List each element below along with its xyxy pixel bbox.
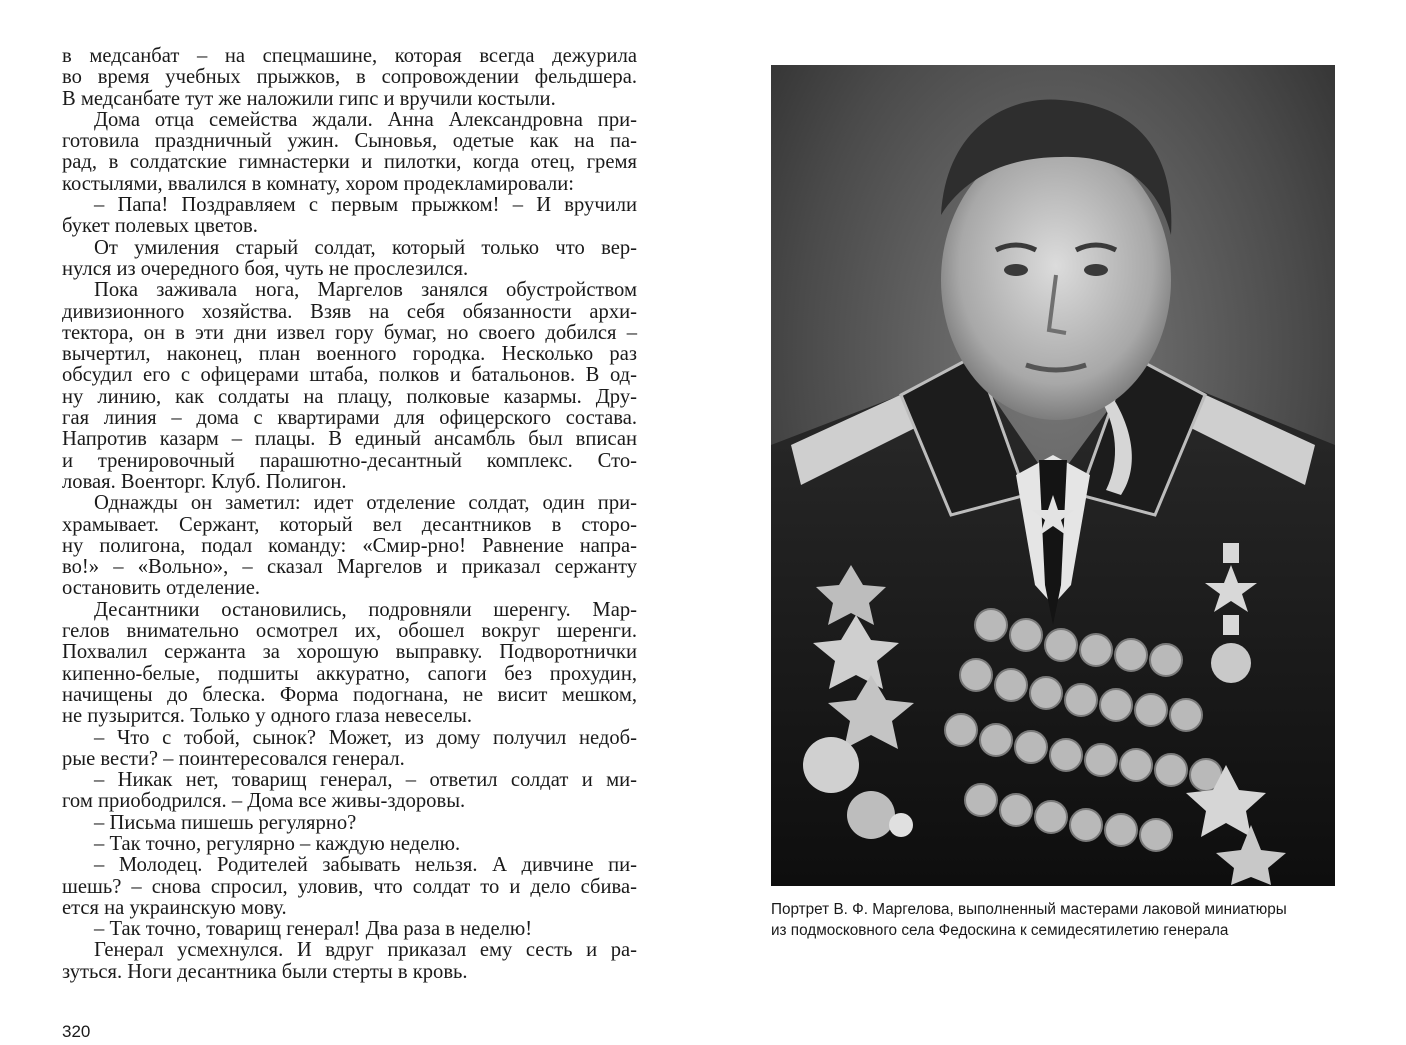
text-line: в медсанбат – на спецмашине, которая всегда дежурила bbox=[62, 45, 637, 67]
text-line: нулся из очередного боя, чуть не прослезился. bbox=[62, 257, 469, 280]
text-line: – Молодец. Родителей забывать нельзя. А дивчине пи- bbox=[94, 854, 637, 877]
text-line: остановить отделение. bbox=[62, 577, 261, 600]
text-line: букет полевых цветов. bbox=[62, 215, 258, 238]
text-line: Однажды он заметил: идет отделение солдат, один при- bbox=[94, 492, 637, 515]
text-line: рад, в солдатские гимнастерки и пилотки, когда отец, гремя bbox=[62, 151, 637, 174]
portrait-illustration bbox=[771, 65, 1335, 886]
text-line: зуться. Ноги десантника были стерты в кровь. bbox=[62, 960, 468, 983]
text-line: дивизионного хозяйства. Взяв на себя обязанности архи- bbox=[62, 300, 637, 323]
text-line: ну полигона, подал команду: «Смир-рно! Равнение напра- bbox=[62, 534, 637, 557]
text-line: Десантники остановились, подровняли шеренгу. Мар- bbox=[94, 598, 637, 621]
text-line: В медсанбате тут же наложили гипс и вручили костыли. bbox=[62, 87, 556, 110]
text-line: Похвалил сержанта за хорошую выправку. Подворотнички bbox=[62, 641, 637, 664]
text-line: Генерал усмехнулся. И вдруг приказал ему сесть и ра- bbox=[94, 939, 637, 962]
text-line: – Письма пишешь регулярно? bbox=[94, 811, 357, 834]
text-line: – Так точно, товарищ генерал! Два раза в неделю! bbox=[94, 918, 533, 941]
text-line: ется на украинскую мову. bbox=[62, 896, 287, 919]
text-line: готовила праздничный ужин. Сыновья, одетые как на па- bbox=[62, 130, 637, 153]
text-line: – Никак нет, товарищ генерал, – ответил солдат и ми- bbox=[94, 769, 637, 792]
text-line: вычертил, наконец, план военного городка. Несколько раз bbox=[62, 343, 637, 366]
text-line: гелов внимательно осмотрел их, обошел вокруг шеренги. bbox=[62, 620, 637, 643]
text-line: храмывает. Сержант, который вел десантников в сторо- bbox=[62, 513, 637, 536]
text-line: гая линия – дома с квартирами для офицерского состава. bbox=[62, 407, 637, 430]
text-line: во время учебных прыжков, в сопровождении фельдшера. bbox=[62, 66, 637, 89]
text-line: тектора, он в эти дни извел гору бумаг, но своего добился – bbox=[62, 321, 637, 344]
text-line: Дома отца семейства ждали. Анна Александровна при- bbox=[94, 108, 637, 131]
text-line: рые вести? – поинтересовался генерал. bbox=[62, 747, 405, 770]
text-line: обсудил его с офицерами штаба, полков и батальонов. В од- bbox=[62, 364, 637, 387]
text-line: ну линию, как солдаты на плацу, полковые казармы. Дру- bbox=[62, 385, 637, 408]
photo-caption bbox=[771, 899, 1341, 941]
body-text bbox=[62, 46, 637, 983]
text-line: – Так точно, регулярно – каждую неделю. bbox=[94, 832, 461, 855]
text-line: во!» – «Вольно», – сказал Маргелов и приказал сержанту bbox=[62, 556, 637, 579]
text-line: гом приободрился. – Дома все живы-здоровы. bbox=[62, 790, 466, 813]
page-number: 320 bbox=[62, 1022, 91, 1041]
caption-line: из подмосковного села Федоскина к семидесятилетию генерала bbox=[771, 922, 1229, 939]
text-line: Напротив казарм – плацы. В единый ансамбль был вписан bbox=[62, 428, 637, 451]
text-line: не пузырится. Только у одного глаза невеселы. bbox=[62, 705, 472, 728]
text-line: – Папа! Поздравляем с первым прыжком! – И вручили bbox=[94, 194, 637, 217]
caption-line: Портрет В. Ф. Маргелова, выполненный мастерами лаковой миниатюры bbox=[771, 901, 1287, 918]
text-line: и тренировочный парашютно-десантный комплекс. Сто- bbox=[62, 449, 637, 472]
text-line: – Что с тобой, сынок? Может, из дому получил недоб- bbox=[94, 726, 637, 749]
text-column bbox=[62, 46, 637, 983]
text-line: начищены до блеска. Форма подогнана, не висит мешком, bbox=[62, 683, 637, 706]
text-line: кипенно-белые, подшиты аккуратно, сапоги без прохудин, bbox=[62, 662, 637, 685]
portrait-photo bbox=[771, 65, 1335, 886]
text-line: ловая. Военторг. Клуб. Полигон. bbox=[62, 470, 347, 493]
text-line: Пока заживала нога, Маргелов занялся обустройством bbox=[94, 279, 637, 302]
text-line: костылями, ввалился в комнату, хором продекламировали: bbox=[62, 172, 575, 195]
text-line: шешь? – снова спросил, уловив, что солдат то и дело сбива- bbox=[62, 875, 637, 898]
text-line: От умиления старый солдат, который только что вер- bbox=[94, 236, 637, 259]
